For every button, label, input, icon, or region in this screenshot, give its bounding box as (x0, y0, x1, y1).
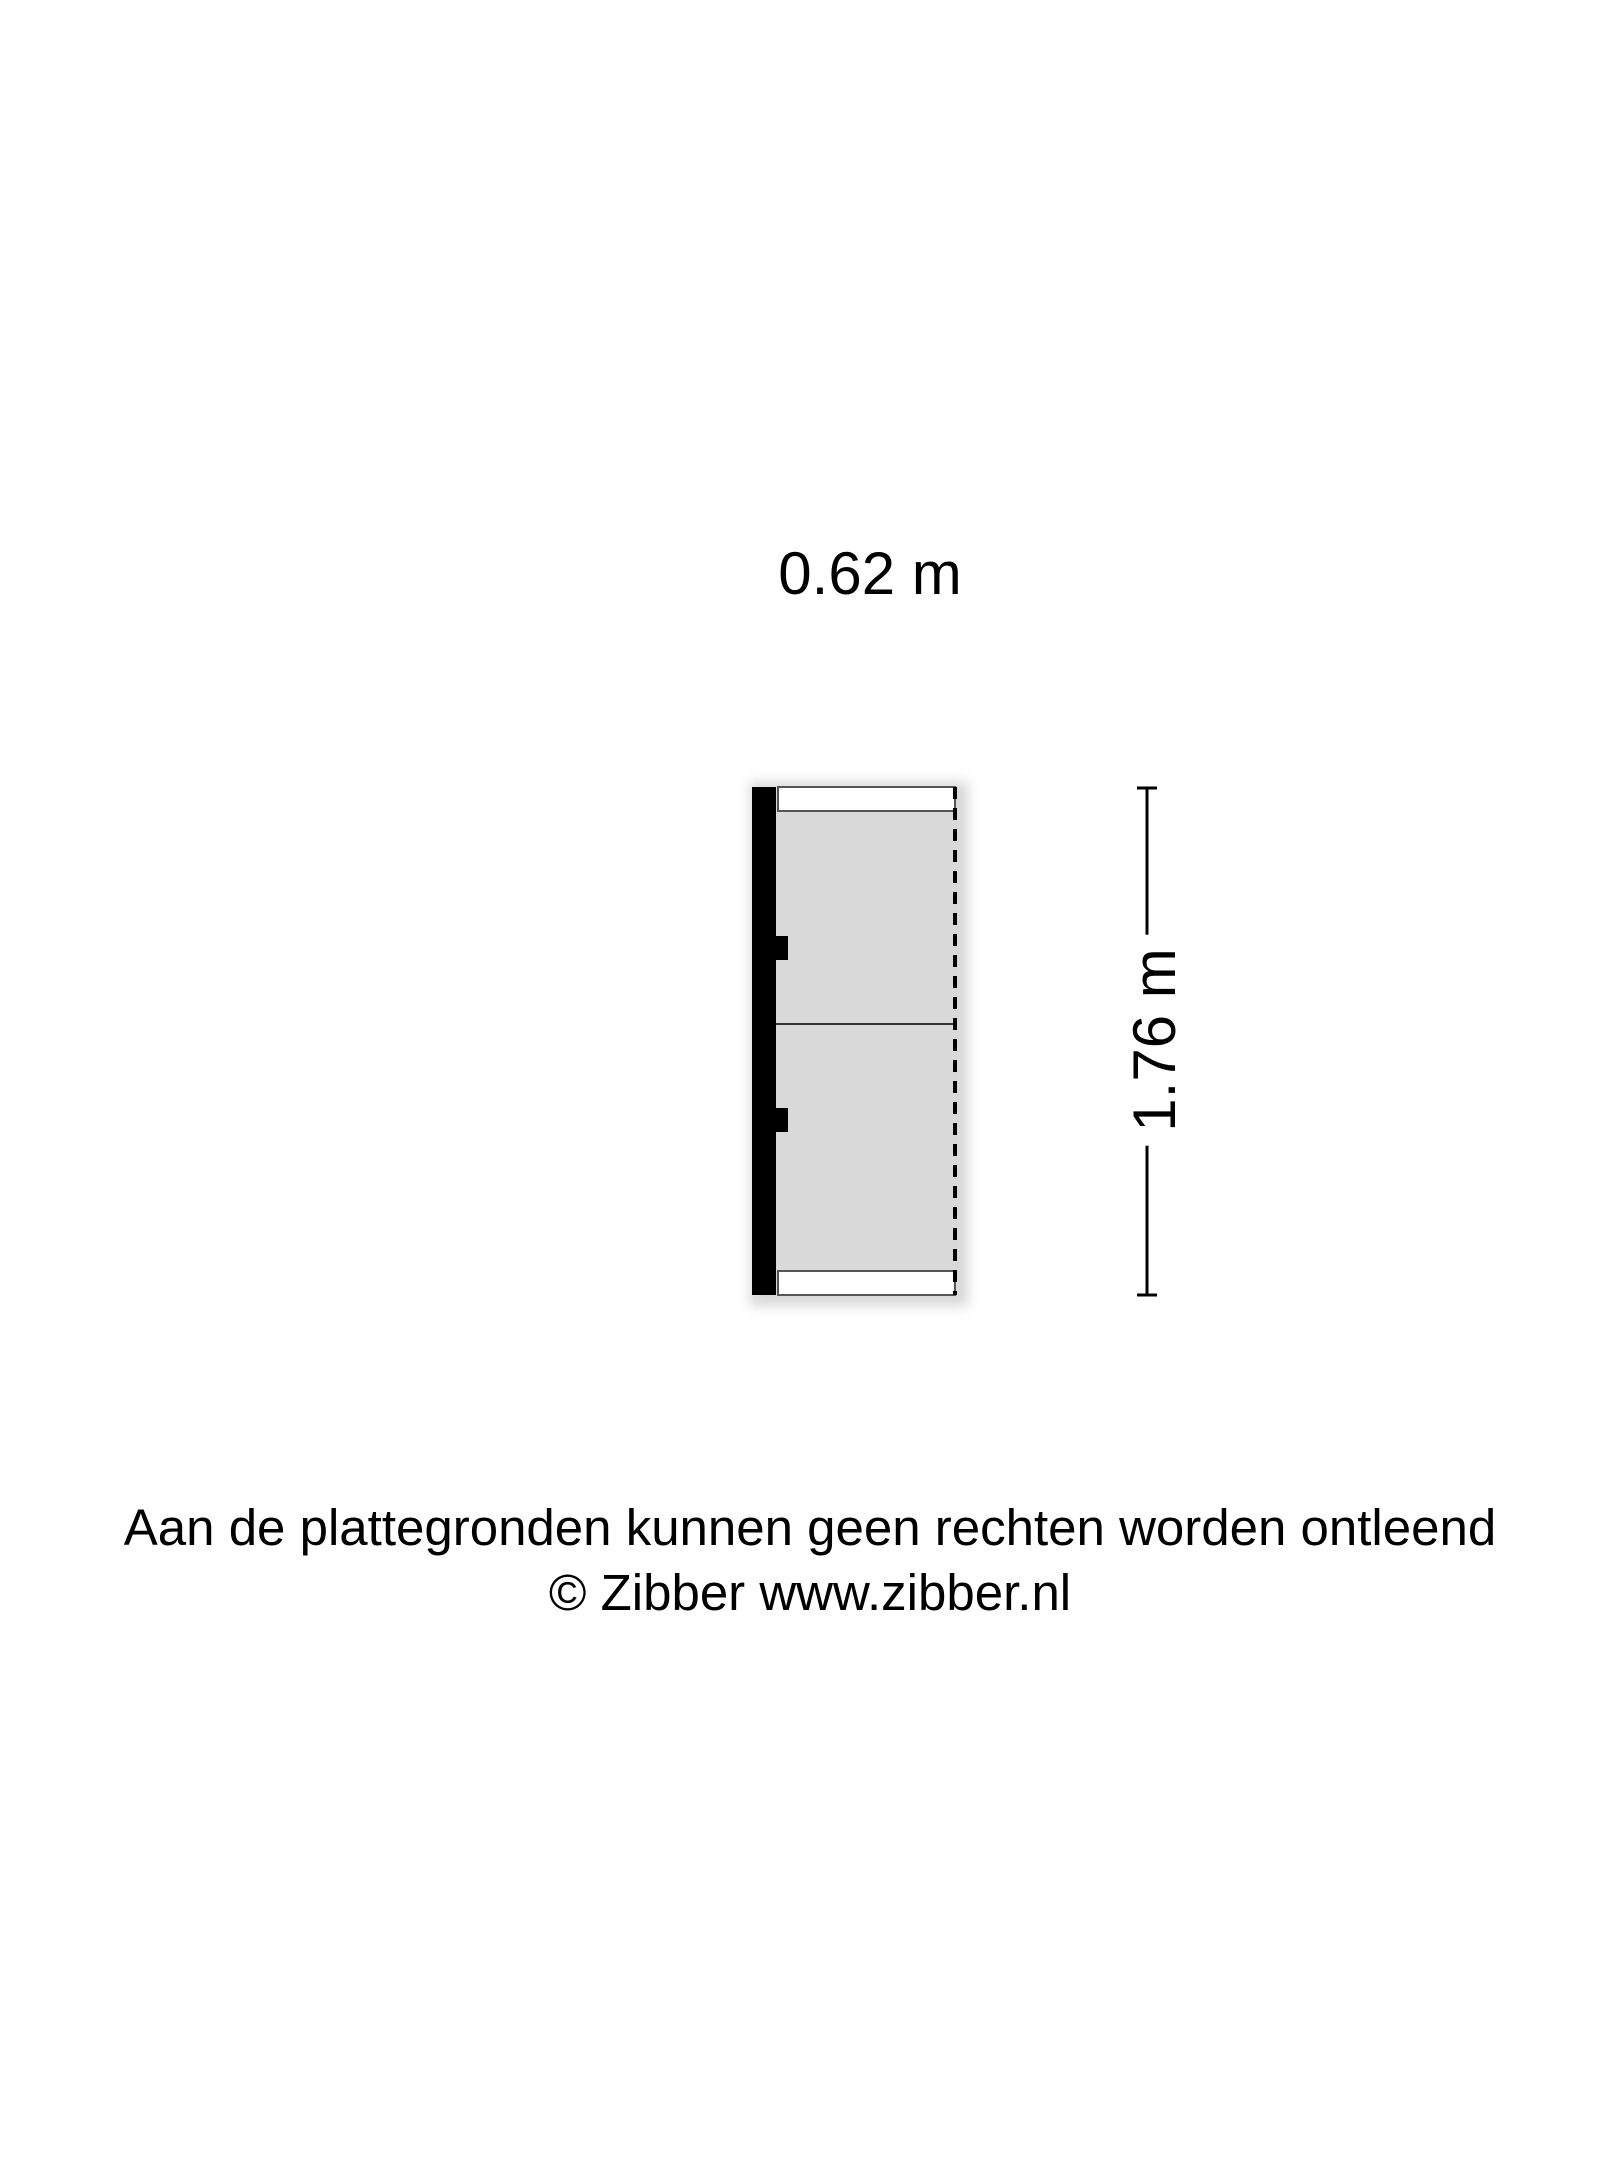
bottom-opening (778, 1271, 955, 1295)
top-opening (778, 787, 955, 811)
copyright-text: © Zibber www.zibber.nl (548, 1564, 1072, 1621)
height-dimension-label: 1.76 m (1119, 934, 1191, 1145)
left-wall (752, 787, 776, 1295)
disclaimer-text: Aan de plattegronden kunnen geen rechten worden ontleend (123, 1499, 1497, 1556)
width-dimension-label: 0.62 m (778, 540, 962, 607)
wall-nub-lower (772, 1108, 788, 1132)
room-floor (772, 807, 955, 1277)
wall-nub-upper (772, 936, 788, 960)
